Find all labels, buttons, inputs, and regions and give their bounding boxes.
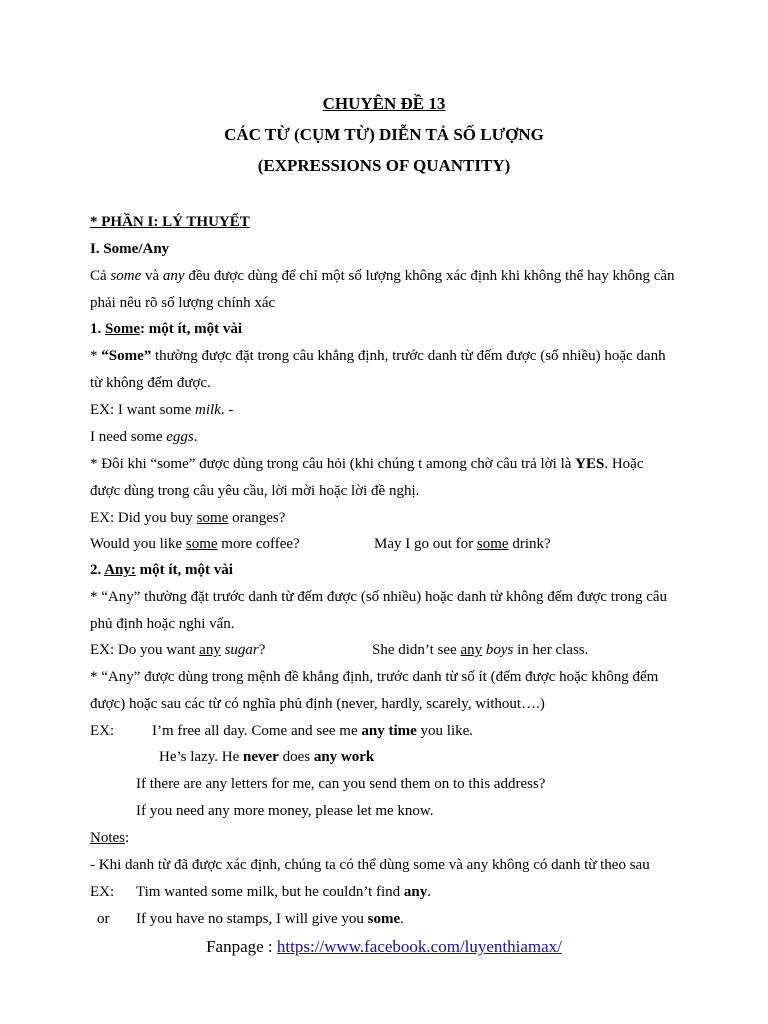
intro-line-2: phải nêu rõ số lượng chính xác [90,295,276,311]
footer [0,936,768,958]
any-example-4: He’s lazy. He never does any work [159,749,375,765]
sub-title: (EXPRESSIONS OF QUANTITY) [257,156,511,175]
some-rule-1-line-2: từ không đếm được. [90,375,211,391]
any-ex-label: EX: [90,723,115,739]
some-example-1: EX: I want some milk. - [90,402,234,418]
any-example-6: If you need any more money, please let me know. [136,803,434,819]
notes-example-2: If you have no stamps, I will give you some. [136,911,404,927]
some-rule-2: * Đôi khi “some” được dùng trong câu hỏi (khi chúng t among chờ câu trả lời là YES. Hoặc [90,456,644,472]
any-example-2: She didn’t see any boys in her class. [372,642,589,658]
heading-some-any: I. Some/Any [90,241,170,257]
some-heading: 1. Some: một ít, một vài [90,321,243,337]
notes-ex-label: EX: [90,884,115,900]
some-rule-1: * “Some” thường được đặt trong câu khẳng định, trước danh từ đếm được (số nhiều) hoặc danh [90,348,666,364]
some-example-3: EX: Did you buy some oranges? [90,510,286,526]
footer-label: Fanpage : [206,937,277,956]
any-rule-2-line-2: được) hoặc sau các từ có nghĩa phủ định (never, hardly, scarely, without….) [90,696,545,712]
any-rule-2: * “Any” được dùng trong mệnh đề khẳng định, trước danh từ số ít (đếm được hoặc không đếm [90,669,659,685]
some-rule-2-line-2: được dùng trong câu yêu cầu, lời mời hoặc lời đề nghị. [90,483,420,499]
any-rule-1: * “Any” thường đặt trước danh từ đếm được (số nhiều) hoặc danh từ không đếm được trong câu [90,589,668,605]
any-rule-1-line-2: phủ định hoặc nghi vấn. [90,616,235,632]
main-title: CÁC TỪ (CỤM TỪ) DIỄN TẢ SỐ LƯỢNG [224,125,544,144]
section-heading: * PHẦN I: LÝ THUYẾT [90,214,250,230]
any-example-5: If there are any letters for me, can you send them on to this address? [136,776,546,792]
any-example-1: EX: Do you want any sugar? [90,642,266,658]
some-example-4: Would you like some more coffee? [90,536,300,552]
notes-heading: Notes: [90,830,130,846]
some-example-5: May I go out for some drink? [374,536,551,552]
notes-or-label: or [97,911,110,927]
intro-line-1: Cả some và any đều được dùng để chỉ một số lượng không xác định khi không thể hay không cần [90,268,675,284]
any-example-3: I’m free all day. Come and see me any time you like. [152,723,474,739]
notes-line-1: - Khi danh từ đã được xác định, chúng ta có thể dùng some và any không có danh từ theo sau [90,857,650,873]
notes-example-1: Tim wanted some milk, but he couldn’t find any. [136,884,431,900]
some-example-2: I need some eggs. [90,429,198,445]
fanpage-link[interactable]: https://www.facebook.com/luyenthiamax/ [276,937,562,956]
topic-title: CHUYÊN ĐỀ 13 [322,94,446,113]
any-heading: 2. Any: một ít, một vài [90,562,233,578]
